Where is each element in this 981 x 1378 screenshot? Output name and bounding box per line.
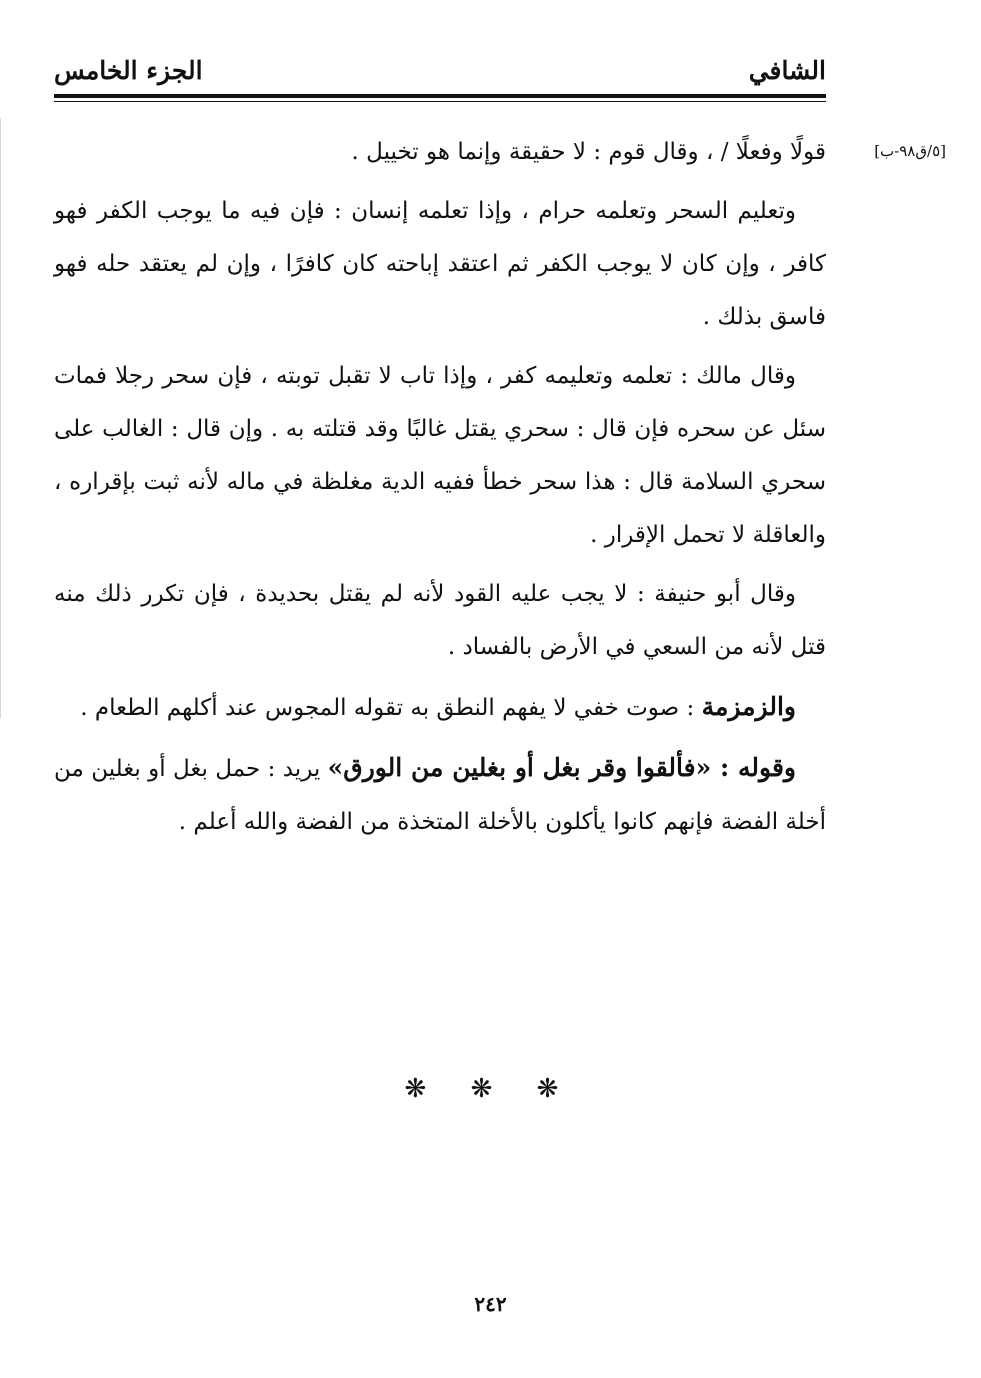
main-text bbox=[54, 126, 826, 855]
paragraph-3: وقال مالك : تعلمه وتعليمه كفر ، وإذا تاب لا تقبل توبته ، فإن سحر رجلا فمات سئل عن سحره فإن قال : سحري يقتل غالبًا وقد قتلته به . وإن قال : الغالب على سحري السلامة قال : هذا سحر خطأ ففيه الدية مغلظة في ماله لأنه ثبت بإقراره ، والعاقلة لا تحمل الإقرار . bbox=[54, 363, 826, 548]
paragraph-5-text: : صوت خفي لا يفهم النطق به تقوله المجوس عند أكلهم الطعام . bbox=[80, 695, 702, 721]
paragraph-4: وقال أبو حنيفة : لا يجب عليه القود لأنه لم يقتل بحديدة ، فإن تكرر ذلك منه قتل لأنه من السعي في الأرض بالفساد . bbox=[54, 581, 826, 660]
section-separator-asterisks: ❋ ❋ ❋ bbox=[404, 1074, 577, 1104]
scan-edge-mark bbox=[0, 118, 5, 718]
volume-title: الجزء الخامس bbox=[54, 56, 203, 85]
paragraph-2: وتعليم السحر وتعلمه حرام ، وإذا تعلمه إنسان : فإن فيه ما يوجب الكفر فهو كافر ، وإن كان لا يوجب الكفر ثم اعتقد إباحته كان كافرًا ، وإن لم يعتقد حله فهو فاسق بذلك . bbox=[54, 198, 826, 330]
header-rule-thin bbox=[54, 101, 826, 102]
header-rule-thick bbox=[54, 94, 826, 98]
lead-wa-qawluhu: وقوله : bbox=[711, 753, 796, 782]
paragraph-5 bbox=[54, 680, 826, 735]
page-number: ٢٤٢ bbox=[474, 1292, 507, 1316]
book-title: الشافي bbox=[748, 56, 826, 85]
manuscript-folio-note: [٥/ق٩٨-ب] bbox=[874, 142, 946, 160]
quoted-hadith-phrase: «فألقوا وقر بغل أو بغلين من الورق» bbox=[327, 753, 712, 782]
paragraph-1: قولًا وفعلًا / ، وقال قوم : لا حقيقة وإنما هو تخييل . bbox=[351, 139, 826, 165]
paragraph-6-text: يريد : حمل بغل أو بغلين من أخلة الفضة فإنهم كانوا يأكلون بالأخلة المتخذة من الفضة والله أعلم . bbox=[54, 756, 826, 835]
page-header bbox=[54, 50, 826, 90]
paragraph-6 bbox=[54, 741, 826, 849]
term-zamzama: والزمزمة bbox=[701, 692, 796, 721]
